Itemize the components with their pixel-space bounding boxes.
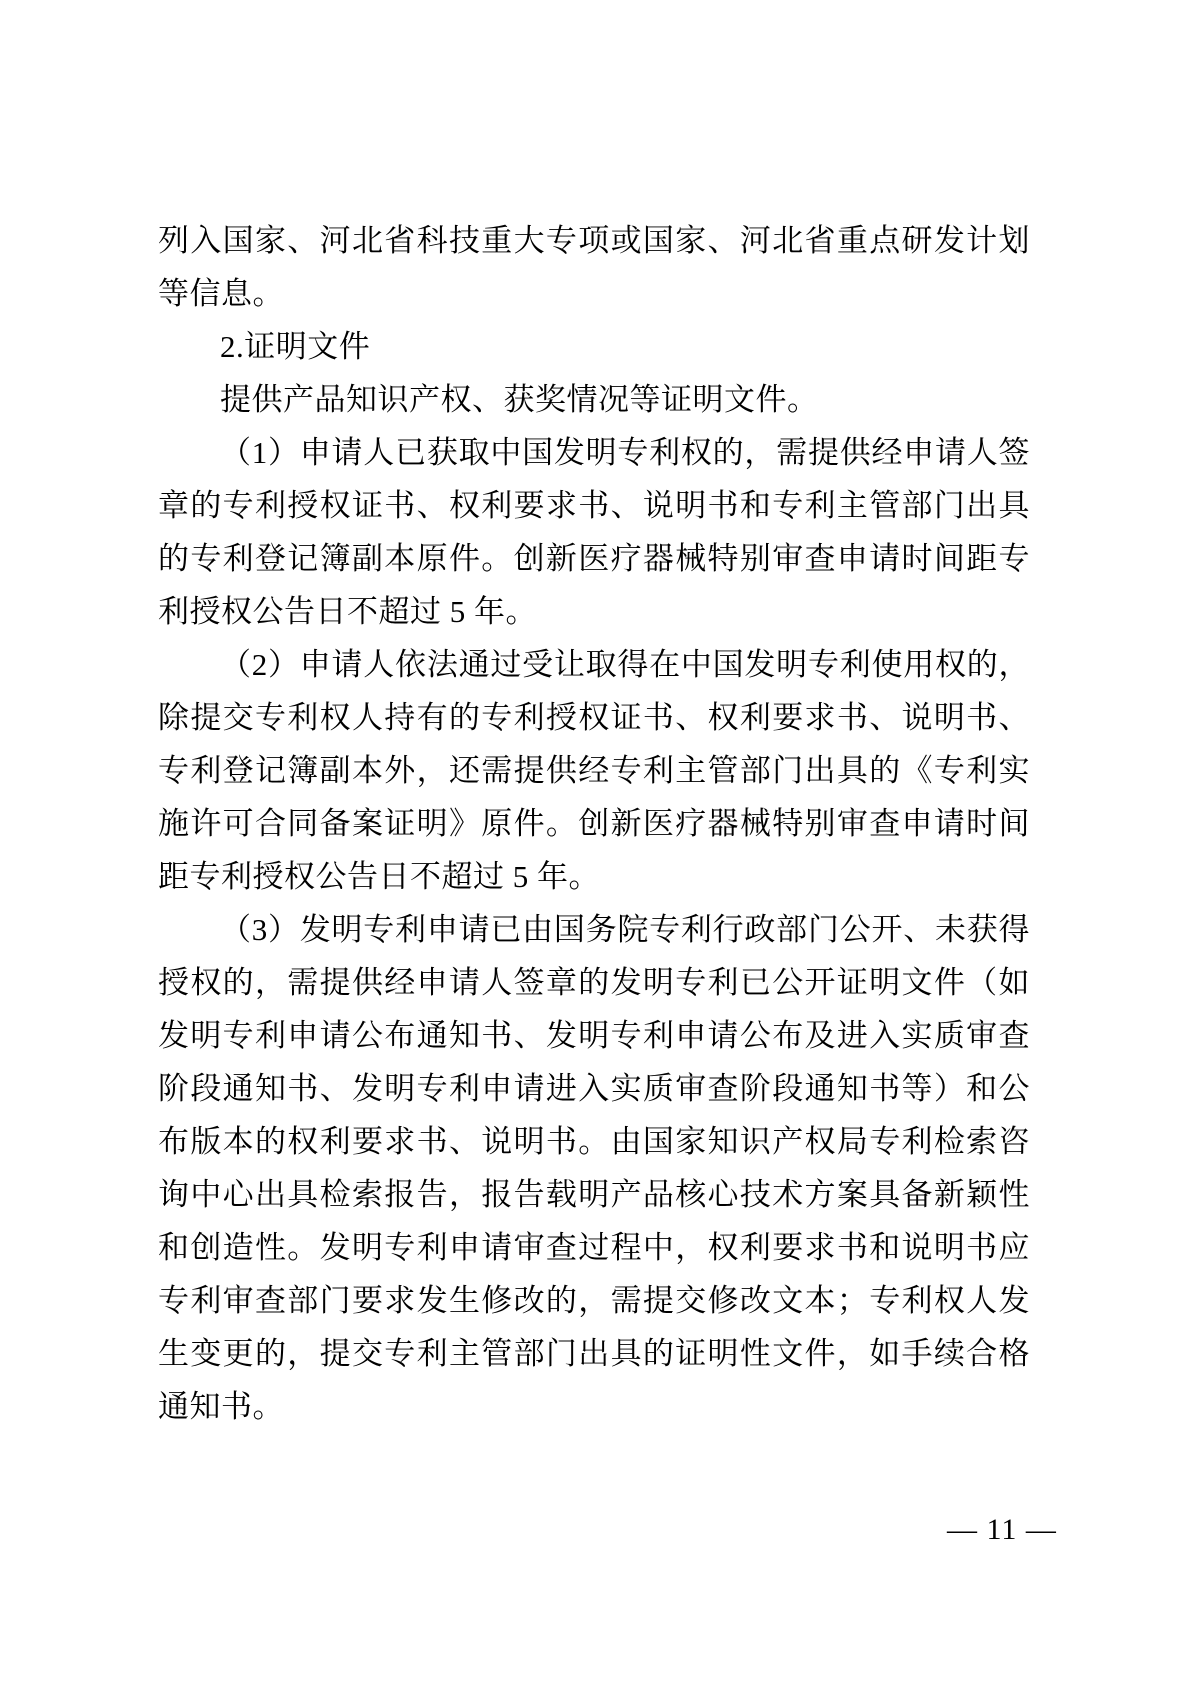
document-body [158, 214, 1030, 1433]
text-line: 生变更的，提交专利主管部门出具的证明性文件，如手续合格 [158, 1336, 1030, 1371]
paragraph-continuation [158, 214, 1030, 320]
text-line: 利授权公告日不超过 5 年。 [158, 594, 537, 629]
paragraph-heading-2 [158, 320, 1030, 373]
page-number: — 11 — [947, 1513, 1057, 1546]
text-line: 专利审查部门要求发生修改的，需提交修改文本；专利权人发 [158, 1283, 1030, 1318]
text-line: 章的专利授权证书、权利要求书、说明书和专利主管部门出具 [158, 488, 1030, 523]
text-line: （1）申请人已获取中国发明专利权的，需提供经申请人签 [220, 435, 1030, 470]
paragraph-intro [158, 373, 1030, 426]
paragraph-item-3 [158, 903, 1030, 1433]
text-line: （2）申请人依法通过受让取得在中国发明专利使用权的， [220, 647, 1030, 682]
text-line: 和创造性。发明专利申请审查过程中，权利要求书和说明书应 [158, 1230, 1030, 1265]
text-line: 通知书。 [158, 1389, 284, 1424]
text-line: （3）发明专利申请已由国务院专利行政部门公开、未获得 [220, 912, 1030, 947]
text-line: 除提交专利权人持有的专利授权证书、权利要求书、说明书、 [158, 700, 1030, 735]
text-line: 距专利授权公告日不超过 5 年。 [158, 859, 600, 894]
paragraph-item-1 [158, 426, 1030, 638]
text-line: 阶段通知书、发明专利申请进入实质审查阶段通知书等）和公 [158, 1071, 1030, 1106]
text-line: 等信息。 [158, 276, 284, 311]
text-line: 授权的，需提供经申请人签章的发明专利已公开证明文件（如 [158, 965, 1030, 1000]
text-line: 的专利登记簿副本原件。创新医疗器械特别审查申请时间距专 [158, 541, 1030, 576]
text-line: 布版本的权利要求书、说明书。由国家知识产权局专利检索咨 [158, 1124, 1030, 1159]
text-line: 列入国家、河北省科技重大专项或国家、河北省重点研发计划 [158, 223, 1030, 258]
text-line: 询中心出具检索报告，报告载明产品核心技术方案具备新颖性 [158, 1177, 1030, 1212]
text-line: 施许可合同备案证明》原件。创新医疗器械特别审查申请时间 [158, 806, 1030, 841]
paragraph-item-2 [158, 638, 1030, 903]
text-line: 专利登记簿副本外，还需提供经专利主管部门出具的《专利实 [158, 753, 1030, 788]
text-line: 发明专利申请公布通知书、发明专利申请公布及进入实质审查 [158, 1018, 1030, 1053]
section-heading: 2.证明文件 [220, 329, 371, 364]
text-line: 提供产品知识产权、获奖情况等证明文件。 [220, 382, 819, 417]
